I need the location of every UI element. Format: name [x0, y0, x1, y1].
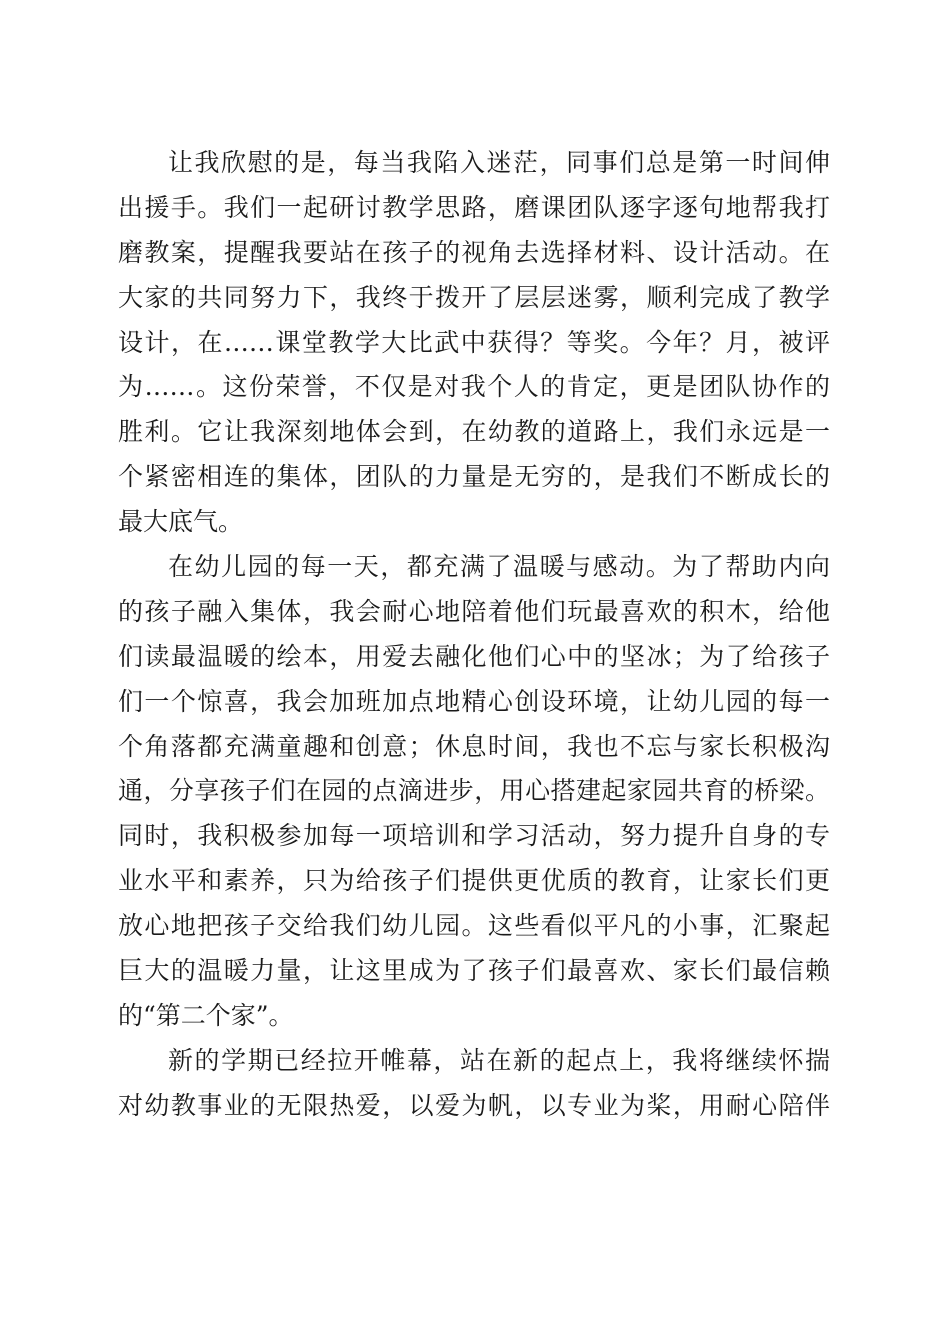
text-line: 放心地把孩子交给我们幼儿园。这些看似平凡的小事，汇聚起: [118, 911, 830, 941]
text-line: 大家的共同努力下，我终于拨开了层层迷雾，顺利完成了教学: [118, 282, 830, 312]
text-line: 业水平和素养，只为给孩子们提供更优质的教育，让家长们更: [118, 866, 830, 896]
text-line: 出援手。我们一起研讨教学思路，磨课团队逐字逐句地帮我打: [118, 192, 830, 222]
text-line: 的“第二个家”。: [118, 1000, 294, 1030]
text-line: 新的学期已经拉开帷幕，站在新的起点上，我将继续怀揣: [168, 1045, 830, 1075]
text-line: 个角落都充满童趣和创意；休息时间，我也不忘与家长积极沟: [118, 731, 830, 761]
text-line: 们一个惊喜，我会加班加点地精心创设环境，让幼儿园的每一: [118, 686, 830, 716]
text-line: 胜利。它让我深刻地体会到，在幼教的道路上，我们永远是一: [118, 417, 830, 447]
text-line: 的孩子融入集体，我会耐心地陪着他们玩最喜欢的积木，给他: [118, 596, 830, 626]
text-line: 让我欣慰的是，每当我陷入迷茫，同事们总是第一时间伸: [168, 148, 830, 177]
text-line: 在幼儿园的每一天，都充满了温暖与感动。为了帮助内向: [168, 552, 830, 582]
paragraph-2: [118, 545, 830, 1039]
text-line: 设计，在……课堂教学大比武中获得？等奖。今年？月，被评: [118, 327, 830, 357]
text-line: 们读最温暖的绘本，用爱去融化他们心中的坚冰；为了给孩子: [118, 641, 830, 671]
text-line: 最大底气。: [118, 507, 244, 537]
text-line: 个紧密相连的集体，团队的力量是无穷的，是我们不断成长的: [118, 462, 830, 492]
text-line: 同时，我积极参加每一项培训和学习活动，努力提升自身的专: [118, 821, 830, 851]
text-line: 通，分享孩子们在园的点滴进步，用心搭建起家园共育的桥梁。: [118, 776, 830, 806]
paragraph-1: [118, 141, 830, 545]
text-line: 巨大的温暖力量，让这里成为了孩子们最喜欢、家长们最信赖: [118, 956, 830, 986]
body-text: [118, 141, 830, 1129]
text-line: 为……。这份荣誉，不仅是对我个人的肯定，更是团队协作的: [118, 372, 830, 402]
text-line: 对幼教事业的无限热爱，以爱为帆，以专业为桨，用耐心陪伴: [118, 1090, 830, 1120]
text-line: 磨教案，提醒我要站在孩子的视角去选择材料、设计活动。在: [118, 237, 830, 267]
paragraph-3: [118, 1039, 830, 1129]
